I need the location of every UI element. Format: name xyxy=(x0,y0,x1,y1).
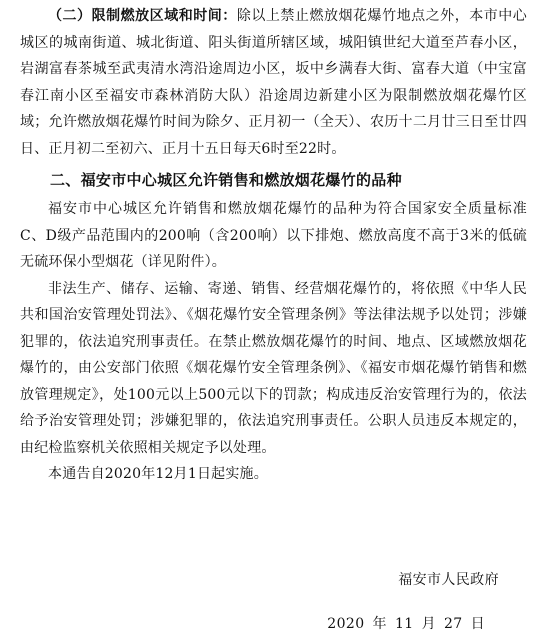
section-two-paragraph: 福安市中心城区允许销售和燃放烟花爆竹的品种为符合国家安全质量标准C、D级产品范围内的200响（含200响）以下排炮、燃放高度不高于3米的低硫无硫环保小型烟花（详见附件）。 xyxy=(20,201,527,270)
section-two-heading: 二、福安市中心城区允许销售和燃放烟花爆竹的品种 xyxy=(50,171,402,189)
issue-date-month: 11 xyxy=(394,616,414,632)
issue-date-year: 2020 xyxy=(327,616,365,632)
issuing-organization: 福安市人民政府 xyxy=(398,572,499,588)
penalty-paragraph: 非法生产、储存、运输、寄递、销售、经营烟花爆竹的，将依照《中华人民共和国治安管理处罚法》、《烟花爆竹安全管理条例》等法律法规予以处罚；涉嫌犯罪的，依法追究刑事责任。在禁止燃放烟花爆竹的时间、地点、区域燃放烟花爆竹的，由公安部门依照《烟花爆竹安全管理条例》、《福安市烟花爆竹销售和燃放管理规定》，处100元以上500元以下的罚款；构成违反治安管理行为的，依法给予治安管理处罚；涉嫌犯罪的，依法追究刑事责任。公职人员违反本规定的，由纪检监察机关依照相关规定予以处理。 xyxy=(20,280,527,456)
restricted-zone-heading: （二）限制燃放区域和时间： xyxy=(48,8,237,24)
issue-date-month-unit: 月 xyxy=(421,616,436,632)
effective-date-paragraph: 本通告自2020年12月1日起实施。 xyxy=(48,466,268,482)
issue-date xyxy=(327,612,485,636)
restricted-zone-text: 除以上禁止燃放烟花爆竹地点之外，本市中心城区的城南街道、城北街道、阳头街道所辖区域，城阳镇世纪大道至芦春小区，岩湖富春茶城至武夷清水湾沿途周边小区，坂中乡满春大街、富春大道（中宝富春江南小区至福安市森林消防大队）沿途周边新建小区为限制燃放烟花爆竹区域；允许燃放烟花爆竹时间为除夕、正月初一（全天）、农历十二月廿三日至廿四日、正月初二至初六、正月十五日每天6时至22时。 xyxy=(20,8,527,157)
issue-date-day-unit: 日 xyxy=(470,616,485,632)
issue-date-year-unit: 年 xyxy=(372,616,387,632)
issue-date-day: 27 xyxy=(443,616,463,632)
restricted-zone-paragraph xyxy=(0,3,547,162)
